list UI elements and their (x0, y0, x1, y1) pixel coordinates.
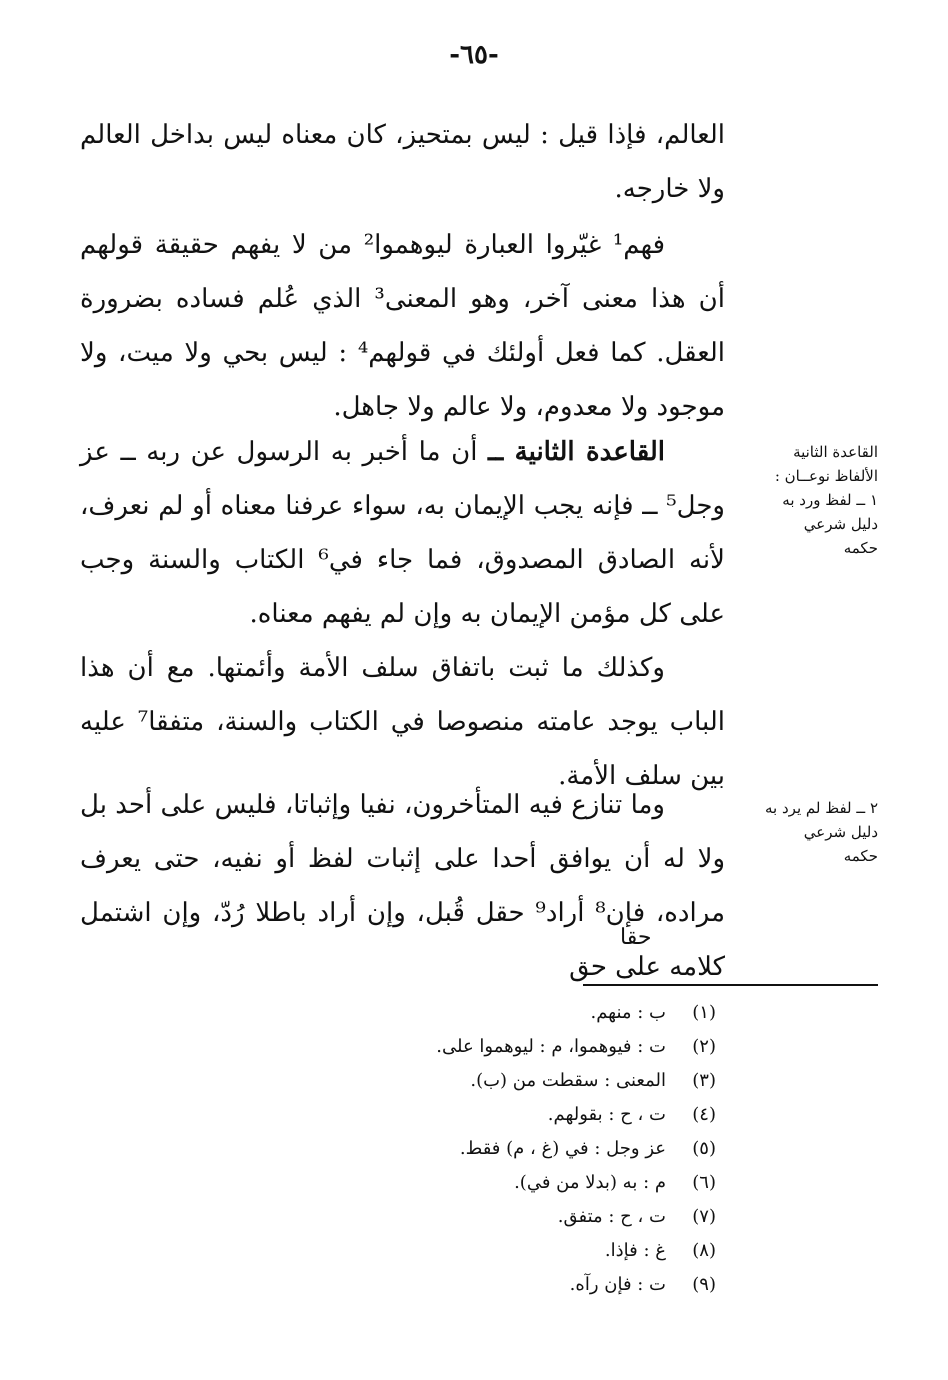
footnote-number: (٧) (692, 1206, 716, 1227)
footnote-item (276, 1200, 716, 1234)
margin-note-line: ١ ــ لفظ ورد به (782, 491, 878, 509)
footnote-number: (٥) (692, 1138, 716, 1159)
footnote-item (276, 1132, 716, 1166)
paragraph-2: فهم¹ غيّروا العبارة ليوهموا² من لا يفهم حقيقة قولهم أن هذا معنى آخر، وهو المعنى³ الذي عُلم فساده بضرورة العقل. كما فعل أولئك في قولهم⁴ : ليس بحي ولا ميت، ولا موجود ولا معدوم، ولا عالم ولا جاهل. (80, 230, 726, 422)
footnote-text: ت ، ح : متفق. (557, 1206, 666, 1227)
footnote-divider (583, 984, 878, 986)
footnote-text: ت : فإن رآه. (569, 1274, 666, 1295)
footnote-number: (١) (692, 1002, 716, 1023)
footnote-text: م : به (بدلا من في). (514, 1172, 666, 1193)
footnote-item (276, 996, 716, 1030)
margin-note-line: ٢ ــ لفظ لم يرد به (765, 799, 878, 817)
footnote-item (276, 1098, 716, 1132)
main-text-block-3 (80, 778, 725, 994)
footnote-item (276, 1234, 716, 1268)
catchword: حقا (620, 925, 652, 950)
footnotes-list (276, 996, 716, 1302)
footnote-number: (٢) (692, 1036, 716, 1057)
margin-note-line: الألفاظ نوعــان : (774, 467, 878, 485)
margin-note-1 (730, 440, 878, 560)
footnote-text: غ : فإذا. (604, 1240, 666, 1261)
footnote-number: (٤) (692, 1104, 716, 1125)
margin-note-line: القاعدة الثانية (793, 443, 878, 461)
paragraph-1: العالم، فإذا قيل : ليس بمتحيز، كان معناه ليس بداخل العالم ولا خارجه. (80, 120, 725, 204)
rule-two-heading: القاعدة الثانية ــ (488, 437, 665, 467)
footnote-text: ب : منهم. (590, 1002, 666, 1023)
paragraph-4: وكذلك ما ثبت باتفاق سلف الأمة وأئمتها. مع أن هذا الباب يوجد عامته منصوصا في الكتاب والسنة، متفقا⁷ عليه بين سلف الأمة. (80, 653, 726, 791)
footnote-item (276, 1166, 716, 1200)
footnote-text: ت : فيوهموا، م : ليوهموا على. (436, 1036, 666, 1057)
rule-two-body: أن ما أخبر به الرسول عن ربه ــ عز وجل⁵ ــ فإنه يجب الإيمان به، سواء عرفنا معناه أو لم نعرف، لأنه الصادق المصدوق، فما جاء في⁶ الكتاب والسنة وجب على كل مؤمن الإيمان به وإن لم يفهم معناه. (80, 437, 725, 629)
footnote-number: (٦) (692, 1172, 716, 1193)
footnote-item (276, 1064, 716, 1098)
main-text-block-2 (80, 425, 725, 803)
footnote-number: (٣) (692, 1070, 716, 1091)
footnote-item (276, 1268, 716, 1302)
footnote-text: المعنى : سقطت من (ب). (470, 1070, 666, 1091)
margin-note-line: حكمه (843, 847, 878, 865)
paragraph-5: وما تنازع فيه المتأخرون، نفيا وإثباتا، فليس على أحد بل ولا له أن يوافق أحدا على إثبات لفظ أو نفيه، حتى يعرف مراده، فإن⁸ أراد⁹ حقل قُبل، وإن أراد باطلا رُدّ، وإن اشتمل كلامه على حق (80, 790, 725, 982)
footnote-item (276, 1030, 716, 1064)
paragraph-3 (80, 425, 725, 641)
footnote-number: (٨) (692, 1240, 716, 1261)
margin-note-line: دليل شرعي (803, 823, 878, 841)
footnote-text: عز وجل : في (غ ، م) فقط. (459, 1138, 666, 1159)
margin-note-line: حكمه (843, 539, 878, 557)
margin-note-line: دليل شرعي (803, 515, 878, 533)
margin-note-2 (730, 796, 878, 868)
main-text-block-1 (80, 108, 725, 434)
footnote-text: ت ، ح : بقولهم. (547, 1104, 666, 1125)
page-number: -٦٥- (449, 40, 499, 70)
footnote-number: (٩) (692, 1274, 716, 1295)
